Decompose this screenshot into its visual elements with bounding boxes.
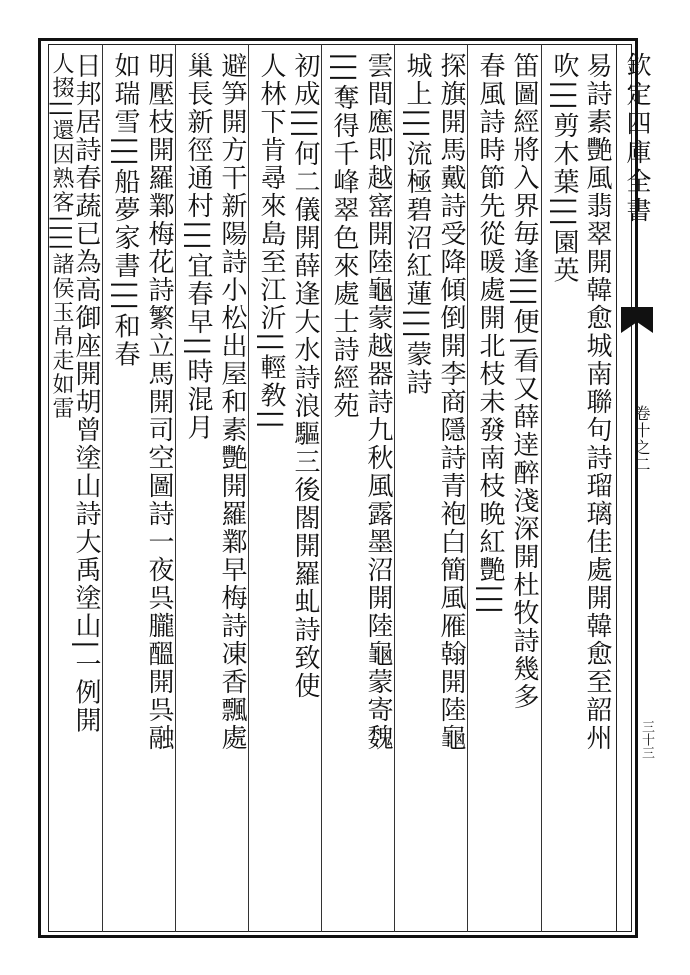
book-title: 欽定四庫全書	[623, 52, 652, 226]
text-column: 人林下肯尋來島至江沂||輕敎||	[256, 52, 286, 432]
text-column: 如瑞雪|||船夢家書|||和春	[110, 52, 140, 369]
text-column: 雲間應即越窰開陸龜蒙越器詩九秋風露墨沼開陸龜蒙寄魏	[363, 52, 393, 752]
text-column: 易詩素艷風翡翠開韓愈城南聯句詩瑠璃佳處開韓愈至韶州	[582, 52, 612, 752]
text-column: 避笋開方干新陽詩小松出屋和素艷開羅鄴早梅詩凍香飄處	[217, 52, 247, 752]
text-column: 笛圖經將入界毎逢|||便|看又薛逹醉淺深開杜牧詩幾多	[509, 52, 539, 712]
text-column: 探旗開馬戴詩受降傾倒開李商隱詩青袍白簡風雁翰開陸龜	[436, 52, 466, 752]
text-column: |||奪得千峰翠色來處士詩經苑	[329, 52, 359, 421]
text-column: 巢長新徑通村|||宜春早||時混月	[183, 52, 213, 442]
fishtail-mark-icon	[619, 305, 655, 335]
margin-rule	[616, 44, 617, 932]
text-column: 初成|||何二儀開薛逢大水詩浪驅三後閤開羅虬詩致使	[290, 52, 320, 701]
text-column: 人掇||還因熟客||||諸侯玉帛走如雷	[49, 52, 74, 421]
text-column: 城上|||流極碧沼紅蓮|||蒙詩	[402, 52, 432, 397]
text-column: 日邦居詩春蔬已為高御座開胡曾塗山詩大禹塗山|一例開	[71, 52, 101, 735]
page-number: 三十三	[639, 720, 654, 759]
text-column: 吹|||剪木葉|||園英	[549, 52, 579, 285]
text-column: 明壓枝開羅鄴梅花詩繁立馬開司空圖詩一夜呉朧醞開呉融	[144, 52, 174, 752]
volume-label: 卷十之二	[632, 405, 651, 473]
text-column: 春風詩時節先從暖處開北枝未發南枝晩紅艷|||	[475, 52, 505, 617]
